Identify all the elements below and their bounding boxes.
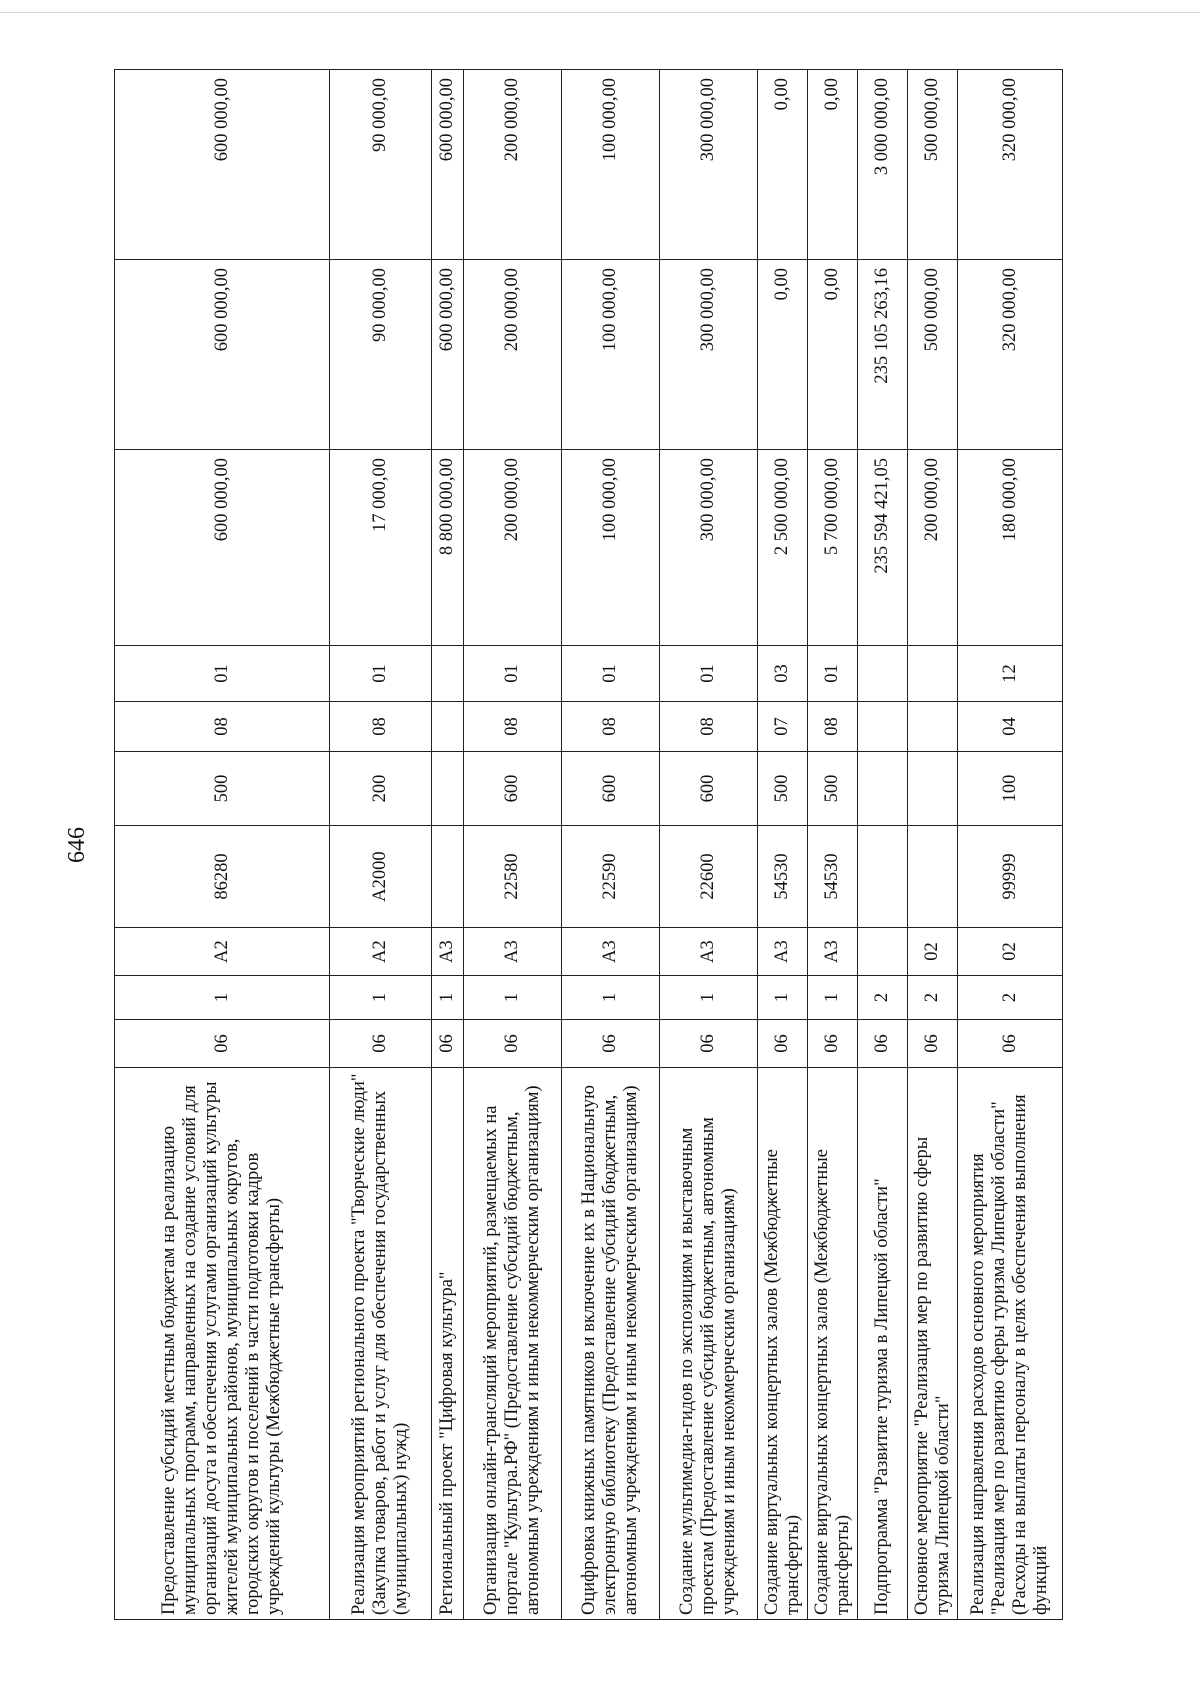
code-cell: 06: [464, 1020, 562, 1068]
code-cell: 02: [958, 928, 1063, 976]
amount-cell: 600 000,00: [432, 70, 464, 260]
code-cell: 1: [562, 976, 660, 1020]
code-cell: [858, 702, 908, 752]
item-name-cell: Реализация направления расходов основного мероприятия "Реализация мер по развитию сферы туризма Липецкой области" (Расходы на выплаты персоналу в целях обеспечения выполнения функций: [958, 1068, 1063, 1620]
code-cell: 1: [330, 976, 432, 1020]
amount-cell: 200 000,00: [464, 70, 562, 260]
amount-cell: 90 000,00: [330, 70, 432, 260]
code-cell: [432, 646, 464, 702]
code-cell: 01: [562, 646, 660, 702]
table-row: [432, 70, 464, 1620]
code-cell: 22580: [464, 826, 562, 928]
code-cell: 06: [908, 1020, 958, 1068]
table-row: [464, 70, 562, 1620]
code-cell: 08: [660, 702, 758, 752]
code-cell: A3: [758, 928, 808, 976]
code-cell: 01: [464, 646, 562, 702]
amount-cell: 180 000,00: [958, 450, 1063, 646]
code-cell: 06: [562, 1020, 660, 1068]
code-cell: 04: [958, 702, 1063, 752]
code-cell: 99999: [958, 826, 1063, 928]
code-cell: 06: [958, 1020, 1063, 1068]
code-cell: 06: [432, 1020, 464, 1068]
code-cell: [858, 646, 908, 702]
code-cell: 2: [908, 976, 958, 1020]
code-cell: 03: [758, 646, 808, 702]
code-cell: 01: [115, 646, 330, 702]
code-cell: 02: [908, 928, 958, 976]
code-cell: 12: [958, 646, 1063, 702]
amount-cell: 0,00: [808, 260, 858, 450]
code-cell: 1: [660, 976, 758, 1020]
code-cell: 06: [858, 1020, 908, 1068]
amount-cell: 320 000,00: [958, 70, 1063, 260]
code-cell: 54530: [758, 826, 808, 928]
item-name-cell: Предоставление субсидий местным бюджетам на реализацию муниципальных программ, направленных на создание условий для организаций досуга и обеспечения услугами организаций культуры жителей муниципальных районов, муниципальных округов, городских округов и поселений в части подготовки кадров учреждений культуры (Межбюджетные трансферты): [115, 1068, 330, 1620]
amount-cell: 0,00: [758, 260, 808, 450]
item-name-cell: Основное мероприятие "Реализация мер по развитию сферы туризма Липецкой области": [908, 1068, 958, 1620]
code-cell: 22600: [660, 826, 758, 928]
amount-cell: 200 000,00: [464, 450, 562, 646]
code-cell: A3: [562, 928, 660, 976]
amount-cell: 600 000,00: [115, 260, 330, 450]
item-name-cell: Подпрограмма "Развитие туризма в Липецкой области": [858, 1068, 908, 1620]
code-cell: A3: [464, 928, 562, 976]
code-cell: 01: [660, 646, 758, 702]
code-cell: 100: [958, 752, 1063, 826]
code-cell: [858, 826, 908, 928]
code-cell: [908, 646, 958, 702]
amount-cell: 0,00: [758, 70, 808, 260]
amount-cell: 235 105 263,16: [858, 260, 908, 450]
code-cell: 54530: [808, 826, 858, 928]
amount-cell: 100 000,00: [562, 70, 660, 260]
item-name-cell: Реализация мероприятий регионального проекта "Творческие люди" (Закупка товаров, работ и услуг для обеспечения государственных (муниципальных) нужд): [330, 1068, 432, 1620]
code-cell: 07: [758, 702, 808, 752]
code-cell: A2000: [330, 826, 432, 928]
amount-cell: 8 800 000,00: [432, 450, 464, 646]
code-cell: 06: [758, 1020, 808, 1068]
code-cell: 600: [562, 752, 660, 826]
item-name-cell: Организация онлайн-трансляций мероприятий, размещаемых на портале "Культура.РФ" (Предоставление субсидий бюджетным, автономным учреждениям и иным некоммерческим организациям): [464, 1068, 562, 1620]
code-cell: 1: [432, 976, 464, 1020]
code-cell: 06: [115, 1020, 330, 1068]
code-cell: 500: [115, 752, 330, 826]
code-cell: 06: [330, 1020, 432, 1068]
amount-cell: 0,00: [808, 70, 858, 260]
code-cell: 500: [758, 752, 808, 826]
amount-cell: 300 000,00: [660, 450, 758, 646]
amount-cell: 17 000,00: [330, 450, 432, 646]
code-cell: 08: [808, 702, 858, 752]
code-cell: [908, 752, 958, 826]
amount-cell: 100 000,00: [562, 260, 660, 450]
table-row: [858, 70, 908, 1620]
code-cell: 08: [464, 702, 562, 752]
table-body: [115, 70, 1063, 1620]
code-cell: A3: [660, 928, 758, 976]
code-cell: 01: [808, 646, 858, 702]
code-cell: 86280: [115, 826, 330, 928]
amount-cell: 600 000,00: [115, 450, 330, 646]
amount-cell: 500 000,00: [908, 260, 958, 450]
amount-cell: 200 000,00: [908, 450, 958, 646]
table-row: [958, 70, 1063, 1620]
item-name-cell: Создание мультимедиа-гидов по экспозициям и выставочным проектам (Предоставление субсидий бюджетным, автономным учреждениям и иным некоммерческим организациям): [660, 1068, 758, 1620]
amount-cell: 300 000,00: [660, 260, 758, 450]
code-cell: 08: [115, 702, 330, 752]
code-cell: [908, 826, 958, 928]
amount-cell: 235 594 421,05: [858, 450, 908, 646]
amount-cell: 600 000,00: [432, 260, 464, 450]
code-cell: [858, 752, 908, 826]
table-row: [660, 70, 758, 1620]
code-cell: 1: [464, 976, 562, 1020]
code-cell: 08: [330, 702, 432, 752]
page-number: 646: [64, 827, 90, 863]
code-cell: 200: [330, 752, 432, 826]
amount-cell: 2 500 000,00: [758, 450, 808, 646]
code-cell: 22590: [562, 826, 660, 928]
code-cell: 2: [858, 976, 908, 1020]
rotated-page: [62, 70, 1062, 1620]
amount-cell: 320 000,00: [958, 260, 1063, 450]
code-cell: 06: [660, 1020, 758, 1068]
table-row: [330, 70, 432, 1620]
code-cell: A3: [432, 928, 464, 976]
code-cell: 01: [330, 646, 432, 702]
item-name-cell: Региональный проект "Цифровая культура": [432, 1068, 464, 1620]
table-row: [908, 70, 958, 1620]
budget-table: [114, 69, 1063, 1620]
amount-cell: 100 000,00: [562, 450, 660, 646]
item-name-cell: Создание виртуальных концертных залов (Межбюджетные трансферты): [808, 1068, 858, 1620]
code-cell: [432, 702, 464, 752]
code-cell: A2: [330, 928, 432, 976]
code-cell: 600: [660, 752, 758, 826]
code-cell: A3: [808, 928, 858, 976]
code-cell: 06: [808, 1020, 858, 1068]
code-cell: 600: [464, 752, 562, 826]
scan-edge-line: [0, 12, 1200, 13]
code-cell: 1: [808, 976, 858, 1020]
code-cell: [908, 702, 958, 752]
amount-cell: 600 000,00: [115, 70, 330, 260]
code-cell: [858, 928, 908, 976]
item-name-cell: Оцифровка книжных памятников и включение их в Национальную электронную библиотеку (Предоставление субсидий бюджетным, автономным учреждениям и иным некоммерческим организациям): [562, 1068, 660, 1620]
amount-cell: 500 000,00: [908, 70, 958, 260]
amount-cell: 3 000 000,00: [858, 70, 908, 260]
code-cell: [432, 752, 464, 826]
code-cell: 1: [115, 976, 330, 1020]
code-cell: 08: [562, 702, 660, 752]
amount-cell: 90 000,00: [330, 260, 432, 450]
table-row: [808, 70, 858, 1620]
table-row: [115, 70, 330, 1620]
table-row: [758, 70, 808, 1620]
code-cell: [432, 826, 464, 928]
table-row: [562, 70, 660, 1620]
code-cell: A2: [115, 928, 330, 976]
code-cell: 2: [958, 976, 1063, 1020]
amount-cell: 300 000,00: [660, 70, 758, 260]
code-cell: 500: [808, 752, 858, 826]
amount-cell: 200 000,00: [464, 260, 562, 450]
item-name-cell: Создание виртуальных концертных залов (Межбюджетные трансферты): [758, 1068, 808, 1620]
amount-cell: 5 700 000,00: [808, 450, 858, 646]
code-cell: 1: [758, 976, 808, 1020]
